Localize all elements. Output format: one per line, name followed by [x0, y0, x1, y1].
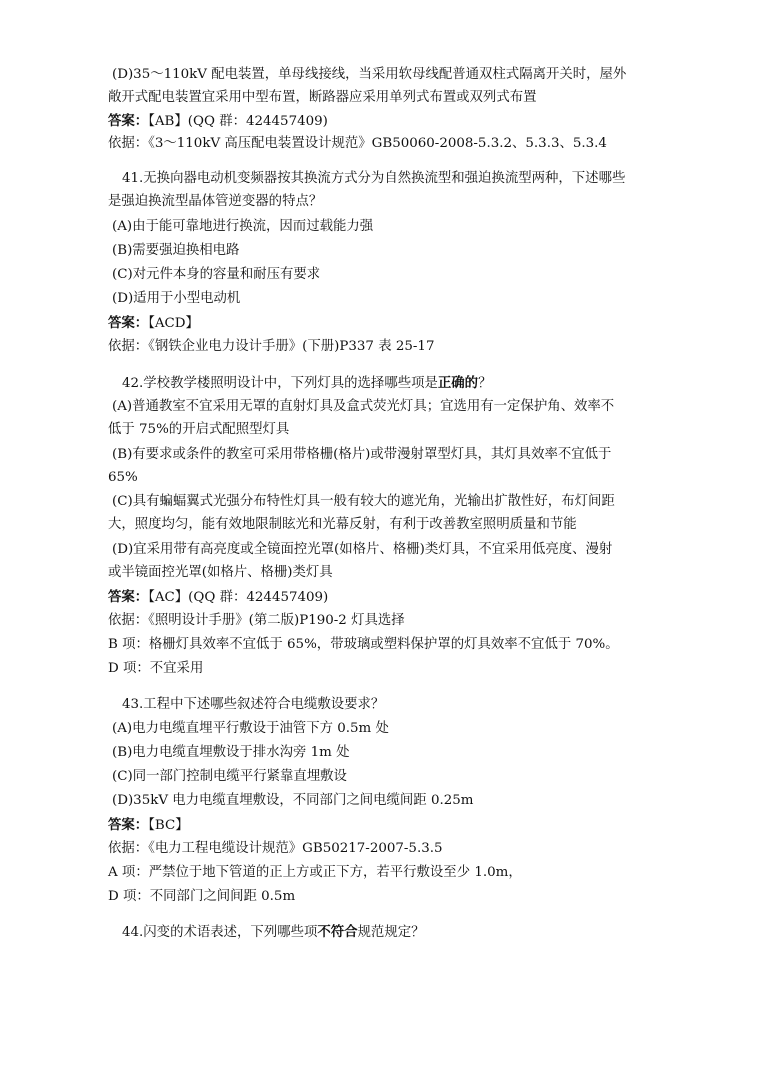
q42-option-c-line1: (C)具有蝙蝠翼式光强分布特性灯具一般有较大的遮光角，光输出扩散性好，布灯间距	[112, 494, 615, 509]
q44-stem-end: 规范规定？	[357, 925, 425, 940]
q42-answer	[108, 586, 328, 609]
q42-option-b-line2: 65%	[108, 470, 138, 485]
q42-stem-text: 42.学校教学楼照明设计中，下列灯具的选择哪些项是	[122, 376, 438, 391]
answer-value: 【AB】(QQ 群：424457409)	[148, 114, 328, 129]
answer-value: 【BC】	[148, 818, 189, 833]
q44-stem-text: 44.闪变的术语表述，下列哪些项	[122, 925, 318, 940]
q43-answer	[108, 814, 189, 837]
q43-note-a: A 项：严禁位于地下管道的正上方或正下方，若平行敷设至少 1.0m，	[108, 865, 522, 880]
q42-option-c-line2: 大，照度均匀，能有效地限制眩光和光幕反射，有利于改善教室照明质量和节能	[108, 517, 577, 532]
answer-label: 答案：	[108, 113, 149, 129]
q42-note-b: B 项：格栅灯具效率不宜低于 65%，带玻璃或塑料保护罩的灯具效率不宜低于 70%。	[108, 637, 619, 652]
q43-option-c: (C)同一部门控制电缆平行紧靠直埋敷设	[112, 769, 347, 784]
q40-answer	[108, 110, 328, 133]
q40-option-d-line1: (D)35～110kV 配电装置，单母线接线，当采用软母线配普通双柱式隔离开关时，屋外	[112, 67, 627, 82]
q43-option-a: (A)电力电缆直埋平行敷设于油管下方 0.5m 处	[112, 721, 389, 736]
q42-stem	[122, 372, 491, 395]
q42-option-b-line1: (B)有要求或条件的教室可采用带格栅(格片)或带漫射罩型灯具，其灯具效率不宜低于	[112, 447, 612, 462]
q41-option-a: (A)由于能可靠地进行换流，因而过载能力强	[112, 219, 374, 234]
q43-option-b: (B)电力电缆直埋敷设于排水沟旁 1m 处	[112, 745, 350, 760]
q42-option-d-line1: (D)宜采用带有高亮度或全镜面控光罩(如格片、格栅)类灯具，不宜采用低亮度、漫射	[112, 542, 613, 557]
answer-value: 【AC】(QQ 群：424457409)	[148, 590, 329, 605]
q40-option-d-line2: 敞开式配电装置宜采用中型布置，断路器应采用单列式布置或双列式布置	[108, 90, 537, 105]
answer-value: 【ACD】	[148, 316, 199, 331]
q42-option-a-line2: 低于 75%的开启式配照型灯具	[108, 422, 290, 437]
q41-option-b: (B)需要强迫换相电路	[112, 243, 240, 258]
q40-basis: 依据：《3～110kV 高压配电装置设计规范》GB50060-2008-5.3.2、5.3.3、5.3.4	[108, 136, 607, 151]
q41-option-d: (D)适用于小型电动机	[112, 291, 241, 306]
answer-label: 答案：	[108, 817, 149, 833]
answer-label: 答案：	[108, 315, 149, 331]
q42-option-d-line2: 或半镜面控光罩(如格片、格栅)类灯具	[108, 565, 333, 580]
q43-note-d: D 项：不同部门之间间距 0.5m	[108, 889, 296, 904]
q41-answer	[108, 312, 199, 335]
answer-label: 答案：	[108, 589, 149, 605]
q42-stem-end: ？	[478, 376, 492, 391]
q43-option-d: (D)35kV 电力电缆直埋敷设，不同部门之间电缆间距 0.25m	[112, 793, 474, 808]
q42-stem-emphasis: 正确的	[437, 375, 479, 391]
q41-basis: 依据：《钢铁企业电力设计手册》(下册)P337 表 25-17	[108, 339, 435, 354]
q43-stem: 43.工程中下述哪些叙述符合电缆敷设要求？	[122, 697, 385, 712]
q42-basis: 依据：《照明设计手册》(第二版)P190-2 灯具选择	[108, 613, 405, 628]
q42-option-a-line1: (A)普通教室不宜采用无罩的直射灯具及盒式荧光灯具；宜选用有一定保护角、效率不	[112, 399, 615, 414]
q43-basis: 依据：《电力工程电缆设计规范》GB50217-2007-5.3.5	[108, 841, 443, 856]
q44-stem	[122, 921, 425, 944]
q41-option-c: (C)对元件本身的容量和耐压有要求	[112, 267, 321, 282]
q41-stem-line2: 是强迫换流型晶体管逆变器的特点？	[108, 194, 323, 209]
q42-note-d: D 项：不宜采用	[108, 661, 204, 676]
q41-stem-line1: 41.无换向器电动机变频器按其换流方式分为自然换流型和强迫换流型两种，下述哪些	[122, 171, 626, 186]
q44-stem-emphasis: 不符合	[317, 924, 358, 940]
